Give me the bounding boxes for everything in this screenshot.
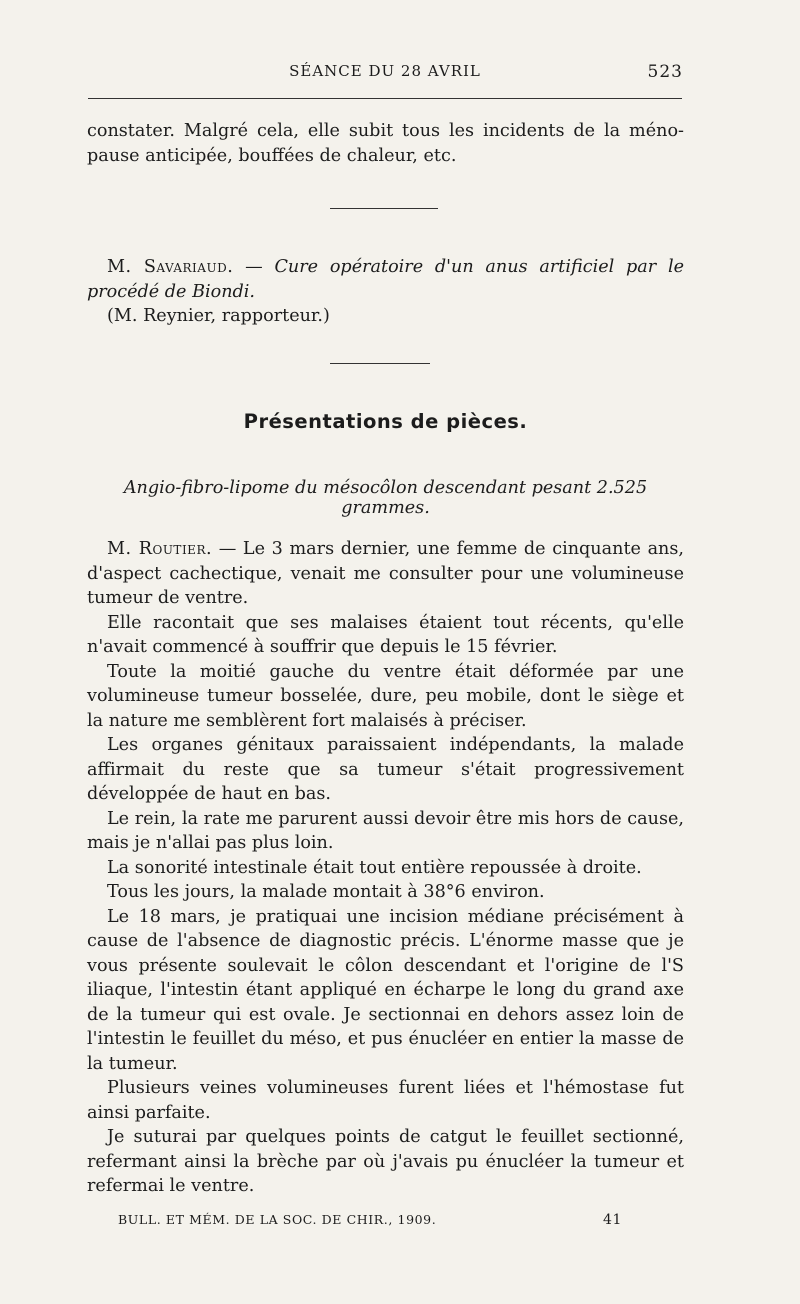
paragraph: Le 18 mars, je pratiquai une incision médiane précisément à cause de l'absence de diagnostic précis. L'énorme masse que je vous présente soulevait le côlon descendant et l'origine de l'S iliaque, l'intestin étant appliqué en écharpe le long du grand axe de la tumeur qui est ovale. Je sectionnai en dehors assez loin de l'intestin le feuillet du méso, et pus énucléer en entier la masse de la tumeur.	[87, 906, 684, 1074]
intro-paragraph: constater. Malgré cela, elle subit tous les incidents de la méno-pause anticipée, bouffées de chaleur, etc.	[87, 121, 684, 166]
page-number: 523	[647, 62, 683, 82]
savariaud-communication	[87, 255, 684, 329]
paragraph: Les organes génitaux paraissaient indépendants, la malade affirmait du reste que sa tumeur s'était progressivement développée de haut en bas.	[87, 735, 684, 804]
paragraph: Plusieurs veines volumineuses furent liées et l'hémostase fut ainsi parfaite.	[87, 1078, 684, 1123]
case-subtitle: Angio-fibro-lipome du mésocôlon descendant pesant 2.525 grammes.	[123, 478, 648, 518]
routier-communication	[87, 537, 684, 1199]
paragraph: La sonorité intestinale était tout entière repoussée à droite.	[107, 857, 642, 878]
running-head	[87, 62, 683, 84]
paragraph: Toute la moitié gauche du ventre était déformée par une volumineuse tumeur bosselée, dure, peu mobile, dont le siège et la nature me semblèrent fort malaisés à préciser.	[87, 661, 684, 731]
separator-rule-2	[330, 363, 430, 364]
savariaud-author: M. Savariaud.	[107, 257, 234, 277]
paragraph: Elle racontait que ses malaises étaient tout récents, qu'elle n'avait commencé à souffrir que depuis le 15 février.	[87, 612, 684, 657]
paragraph: Je suturai par quelques points de catgut le feuillet sectionné, refermant ainsi la brèche par où j'avais pu énucléer la tumeur et refermai le ventre.	[87, 1127, 684, 1196]
routier-opening-paragraph	[87, 537, 684, 611]
header-rule	[88, 98, 682, 99]
intro-block	[87, 119, 684, 168]
running-head-title: SÉANCE DU 28 AVRIL	[289, 62, 481, 80]
separator-rule-1	[330, 208, 438, 209]
paragraph: Le rein, la rate me parurent aussi devoir être mis hors de cause, mais je n'allai pas plus loin.	[87, 808, 684, 853]
footer-citation: BULL. ET MÉM. DE LA SOC. DE CHIR., 1909.	[118, 1212, 437, 1227]
savariaud-title: — Cure opératoire d'un anus artificiel par le procédé de Biondi.	[87, 257, 684, 302]
footer-signature-number: 41	[602, 1212, 622, 1228]
page-footer	[118, 1212, 622, 1232]
savariaud-entry	[87, 255, 684, 304]
savariaud-rapporteur: (M. Reynier, rapporteur.)	[107, 306, 330, 326]
routier-opening-text: — Le 3 mars dernier, une femme de cinquante ans, d'aspect cachectique, venait me consulter pour une volumineuse tumeur de ventre.	[87, 539, 685, 608]
paragraph: Tous les jours, la malade montait à 38°6 environ.	[107, 882, 545, 902]
routier-author: M. Routier.	[107, 539, 213, 559]
section-title: Présentations de pièces.	[243, 410, 528, 433]
